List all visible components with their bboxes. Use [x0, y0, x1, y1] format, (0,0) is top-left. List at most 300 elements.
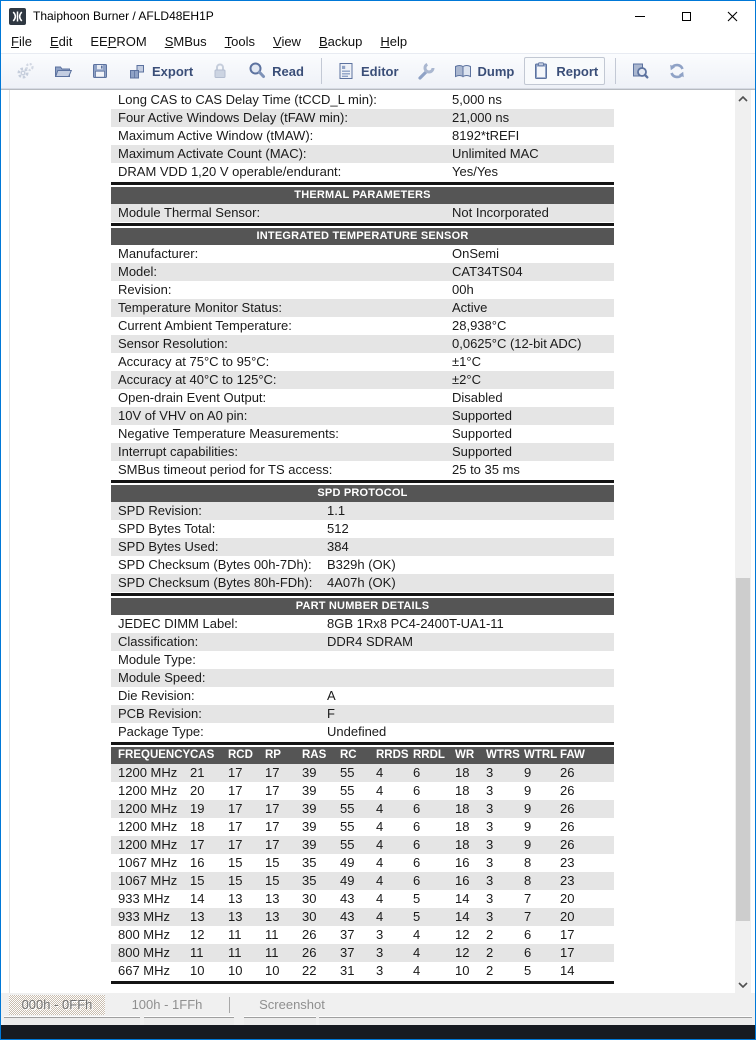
cell: 20	[560, 909, 575, 924]
window-title: Thaiphoon Burner / AFLD48EH1P	[33, 9, 214, 23]
section-header: THERMAL PARAMETERS	[111, 187, 614, 204]
row-value: 8192*tREFI	[452, 128, 520, 143]
menu-item-view[interactable]: View	[273, 34, 301, 49]
cell: 6	[413, 783, 421, 798]
report-row	[111, 163, 614, 181]
cell: 13	[228, 909, 243, 924]
window-controls	[617, 1, 755, 31]
save-floppy-icon	[90, 61, 110, 81]
search-page-icon	[630, 61, 650, 81]
cell: 17	[190, 837, 205, 852]
cell: 55	[340, 801, 355, 816]
vertical-scrollbar[interactable]	[735, 90, 751, 993]
cell: 4	[376, 783, 384, 798]
row-value: ±1°C	[452, 354, 481, 369]
cell: 12	[455, 927, 470, 942]
cell: 17	[228, 819, 243, 834]
row-value: Undefined	[327, 724, 387, 739]
cell: 14	[455, 891, 470, 906]
cell: 4	[413, 963, 421, 978]
minimize-icon	[635, 16, 645, 17]
column-header: RRDS	[376, 749, 409, 761]
cell: 20	[190, 783, 205, 798]
row-label: Interrupt capabilities:	[118, 444, 238, 459]
cell: 5	[524, 963, 532, 978]
row-label: Maximum Activate Count (MAC):	[118, 146, 307, 161]
row-value: 512	[327, 521, 349, 536]
cell: 15	[228, 873, 243, 888]
cell: 21	[190, 765, 205, 780]
cell: 39	[302, 783, 317, 798]
report-row	[111, 538, 614, 556]
cell: 4	[376, 801, 384, 816]
row-label: Temperature Monitor Status:	[118, 300, 283, 315]
cell: 11	[265, 927, 279, 942]
row-label: Four Active Windows Delay (tFAW min):	[118, 110, 348, 125]
cell: 4	[376, 819, 384, 834]
column-header: RC	[340, 749, 357, 761]
cell: 933 MHz	[118, 909, 171, 924]
cell: 3	[486, 909, 494, 924]
cell: 49	[340, 873, 355, 888]
cell: 3	[486, 819, 494, 834]
tab-separator	[229, 997, 230, 1013]
menu-item-edit[interactable]: Edit	[49, 34, 73, 49]
cell: 15	[190, 873, 205, 888]
row-label: Sensor Resolution:	[118, 336, 228, 351]
report-row	[111, 127, 614, 145]
column-header: WTRL	[524, 749, 558, 761]
export-button[interactable]	[120, 57, 200, 85]
lock-icon	[210, 61, 230, 81]
row-label: SPD Bytes Used:	[118, 539, 219, 554]
section-header: SPD PROTOCOL	[111, 485, 614, 502]
dump-button[interactable]	[446, 57, 522, 85]
status-panel	[244, 1017, 316, 1025]
cell: 4	[376, 837, 384, 852]
cell: 26	[560, 837, 575, 852]
cell: 4	[413, 927, 421, 942]
cell: 10	[265, 963, 280, 978]
report-row	[111, 651, 614, 669]
gears-icon	[16, 61, 36, 81]
cell: 6	[524, 927, 532, 942]
report-view-border	[9, 90, 10, 993]
cell: 16	[455, 855, 470, 870]
cell: 26	[302, 945, 317, 960]
maximize-icon	[682, 12, 691, 21]
cell: 4	[376, 765, 384, 780]
cell: 1200 MHz	[118, 819, 178, 834]
cell: 6	[524, 945, 532, 960]
cell: 7	[524, 909, 532, 924]
cell: 1200 MHz	[118, 801, 178, 816]
read-button[interactable]	[240, 57, 311, 85]
section-divider	[111, 223, 614, 226]
frequency-row	[111, 818, 614, 836]
report-row	[111, 109, 614, 127]
row-value: F	[327, 706, 335, 721]
report-clipboard-icon	[531, 61, 551, 81]
chevron-up-icon	[738, 96, 748, 102]
refresh-button[interactable]	[660, 57, 694, 85]
row-label: Long CAS to CAS Delay Time (tCCD_L min):	[118, 92, 377, 107]
report-label: Report	[556, 63, 599, 79]
open-file-button[interactable]	[46, 57, 80, 85]
cell: 933 MHz	[118, 891, 171, 906]
cell: 23	[560, 873, 575, 888]
row-value: Supported	[452, 426, 512, 441]
row-value: ±2°C	[452, 372, 481, 387]
frequency-row	[111, 962, 614, 980]
cell: 18	[455, 801, 470, 816]
report-button[interactable]	[524, 57, 605, 85]
cell: 6	[413, 765, 421, 780]
menu-bar	[1, 31, 755, 53]
cell: 1067 MHz	[118, 855, 178, 870]
menu-item-backup[interactable]: Backup	[318, 34, 363, 49]
row-value: 1.1	[327, 503, 346, 518]
row-value: A	[327, 688, 336, 703]
report-row	[111, 245, 614, 263]
cell: 20	[560, 891, 575, 906]
cell: 17	[265, 819, 280, 834]
report-row	[111, 705, 614, 723]
tab-000h-0ffh[interactable]: 000h - 0FFh	[9, 995, 105, 1015]
row-label: Accuracy at 75°C to 95°C:	[118, 354, 270, 369]
row-label: Maximum Active Window (tMAW):	[118, 128, 314, 143]
row-value: Supported	[452, 444, 512, 459]
scrollbar-thumb[interactable]	[736, 578, 750, 921]
status-panel	[4, 1017, 140, 1025]
cell: 3	[486, 873, 494, 888]
cell: 26	[302, 927, 317, 942]
cell: 6	[413, 819, 421, 834]
report-row	[111, 353, 614, 371]
row-label: Current Ambient Temperature:	[118, 318, 292, 333]
report-row	[111, 723, 614, 741]
frequency-row	[111, 944, 614, 962]
dump-label: Dump	[477, 63, 515, 79]
frequency-row	[111, 854, 614, 872]
cell: 1200 MHz	[118, 765, 178, 780]
report-row	[111, 425, 614, 443]
row-label: Die Revision:	[118, 688, 195, 703]
cell: 39	[302, 801, 317, 816]
cell: 26	[560, 765, 575, 780]
cell: 30	[302, 909, 317, 924]
row-label: Module Speed:	[118, 670, 206, 685]
report-row	[111, 145, 614, 163]
frequency-row	[111, 836, 614, 854]
cell: 10	[228, 963, 243, 978]
cell: 55	[340, 783, 355, 798]
row-label: Module Type:	[118, 652, 196, 667]
cell: 55	[340, 765, 355, 780]
frequency-table-header	[111, 747, 614, 764]
section-header: INTEGRATED TEMPERATURE SENSOR	[111, 228, 614, 245]
report-row	[111, 520, 614, 538]
cell: 14	[190, 891, 205, 906]
frequency-row	[111, 908, 614, 926]
menu-item-help[interactable]: Help	[380, 34, 408, 49]
cell: 9	[524, 765, 532, 780]
row-label: 10V of VHV on A0 pin:	[118, 408, 248, 423]
cell: 13	[190, 909, 205, 924]
cell: 17	[560, 945, 575, 960]
row-value: Unlimited MAC	[452, 146, 539, 161]
cell: 18	[455, 837, 470, 852]
cell: 3	[376, 945, 384, 960]
cell: 14	[455, 909, 470, 924]
cell: 7	[524, 891, 532, 906]
lock-button[interactable]	[203, 57, 237, 85]
cell: 2	[486, 963, 494, 978]
tab-screenshot[interactable]: Screenshot	[259, 997, 325, 1012]
cell: 55	[340, 837, 355, 852]
open-folder-icon	[53, 61, 73, 81]
cell: 3	[376, 963, 384, 978]
cell: 17	[228, 837, 243, 852]
cell: 3	[486, 837, 494, 852]
cell: 35	[302, 855, 317, 870]
cell: 9	[524, 819, 532, 834]
section-divider	[111, 593, 614, 596]
read-magnifier-icon	[247, 61, 267, 81]
cell: 14	[560, 963, 575, 978]
report-row	[111, 556, 614, 574]
row-label: Manufacturer:	[118, 246, 199, 261]
cell: 26	[560, 783, 575, 798]
row-value: Active	[452, 300, 488, 315]
row-value: Disabled	[452, 390, 503, 405]
section-divider	[111, 182, 614, 185]
cell: 4	[413, 945, 421, 960]
editor-button[interactable]	[329, 57, 406, 85]
cell: 13	[265, 909, 280, 924]
report-row	[111, 615, 614, 633]
cell: 17	[228, 783, 243, 798]
column-header: WR	[455, 749, 475, 761]
export-packages-icon	[127, 61, 147, 81]
scroll-down-button[interactable]	[735, 976, 751, 993]
cell: 17	[265, 783, 280, 798]
scroll-up-button[interactable]	[735, 90, 751, 107]
row-label: Accuracy at 40°C to 125°C:	[118, 372, 277, 387]
cell: 3	[376, 927, 384, 942]
cell: 43	[340, 891, 355, 906]
save-button[interactable]	[83, 57, 117, 85]
cell: 17	[265, 837, 280, 852]
bottom-dark-strip	[1, 1025, 755, 1040]
cell: 6	[413, 855, 421, 870]
frequency-row	[111, 782, 614, 800]
row-value: 21,000 ns	[452, 110, 510, 125]
editor-document-icon	[336, 61, 356, 81]
cell: 17	[560, 927, 575, 942]
report-row	[111, 461, 614, 479]
row-value: B329h (OK)	[327, 557, 396, 572]
row-value: 384	[327, 539, 349, 554]
row-label: JEDEC DIMM Label:	[118, 616, 238, 631]
report-row	[111, 443, 614, 461]
tab-100h-1ffh[interactable]: 100h - 1FFh	[131, 997, 203, 1012]
chevron-down-icon	[738, 982, 748, 988]
cell: 3	[486, 801, 494, 816]
column-header: CAS	[190, 749, 215, 761]
cell: 17	[228, 801, 243, 816]
editor-label: Editor	[360, 63, 399, 79]
tools-button[interactable]	[409, 57, 443, 85]
cell: 18	[455, 783, 470, 798]
report-row	[111, 335, 614, 353]
minimize-button[interactable]	[617, 1, 663, 31]
row-value: DDR4 SDRAM	[327, 634, 413, 649]
report-row	[111, 204, 614, 222]
cell: 11	[228, 945, 242, 960]
cell: 4	[376, 873, 384, 888]
report-row	[111, 407, 614, 425]
report-row	[111, 299, 614, 317]
cell: 3	[486, 783, 494, 798]
cell: 12	[190, 927, 205, 942]
row-label: SPD Revision:	[118, 503, 202, 518]
export-label: Export	[152, 63, 194, 79]
cell: 9	[524, 801, 532, 816]
cell: 39	[302, 837, 317, 852]
row-value: CAT34TS04	[452, 264, 523, 279]
cell: 10	[455, 963, 470, 978]
cell: 8	[524, 873, 532, 888]
frequency-row	[111, 764, 614, 782]
cell: 16	[190, 855, 205, 870]
cell: 55	[340, 819, 355, 834]
section-header: PART NUMBER DETAILS	[111, 598, 614, 615]
row-label: Revision:	[118, 282, 172, 297]
cell: 11	[228, 927, 242, 942]
row-label: Open-drain Event Output:	[118, 390, 267, 405]
cell: 49	[340, 855, 355, 870]
cell: 2	[486, 945, 494, 960]
cell: 39	[302, 819, 317, 834]
row-value: 28,938°C	[452, 318, 507, 333]
row-label: DRAM VDD 1,20 V operable/endurant:	[118, 164, 342, 179]
cell: 800 MHz	[118, 945, 171, 960]
report-body	[111, 91, 614, 986]
cell: 1067 MHz	[118, 873, 178, 888]
row-value: Supported	[452, 408, 512, 423]
cell: 18	[455, 819, 470, 834]
cell: 26	[560, 819, 575, 834]
cell: 9	[524, 837, 532, 852]
settings-button[interactable]	[9, 57, 43, 85]
report-row	[111, 633, 614, 651]
row-value: 00h	[452, 282, 474, 297]
report-row	[111, 317, 614, 335]
cell: 23	[560, 855, 575, 870]
report-row	[111, 502, 614, 520]
maximize-button[interactable]	[663, 1, 709, 31]
row-value: 25 to 35 ms	[452, 462, 520, 477]
column-header: RCD	[228, 749, 253, 761]
cell: 43	[340, 909, 355, 924]
menu-item-eeprom[interactable]: EEPROM	[90, 34, 147, 49]
cell: 12	[455, 945, 470, 960]
cell: 5	[413, 891, 421, 906]
report-row	[111, 687, 614, 705]
menu-item-file[interactable]: File	[11, 34, 32, 49]
row-label: SPD Bytes Total:	[118, 521, 216, 536]
cell: 17	[265, 765, 280, 780]
section-divider	[111, 981, 614, 984]
cell: 11	[265, 945, 279, 960]
row-label: SMBus timeout period for TS access:	[118, 462, 333, 477]
menu-item-smbus[interactable]: SMBus	[164, 34, 207, 49]
search-button[interactable]	[623, 57, 657, 85]
cell: 37	[340, 927, 355, 942]
row-label: Model:	[118, 264, 158, 279]
cell: 15	[265, 873, 280, 888]
row-label: PCB Revision:	[118, 706, 202, 721]
cell: 22	[302, 963, 317, 978]
column-header: RRDL	[413, 749, 445, 761]
cell: 5	[413, 909, 421, 924]
close-icon	[727, 11, 738, 22]
cell: 37	[340, 945, 355, 960]
column-header: RP	[265, 749, 281, 761]
cell: 35	[302, 873, 317, 888]
cell: 31	[340, 963, 355, 978]
tab-bar	[1, 993, 755, 1017]
cell: 19	[190, 801, 205, 816]
cell: 15	[228, 855, 243, 870]
section-divider	[111, 480, 614, 483]
cell: 6	[413, 801, 421, 816]
cell: 3	[486, 855, 494, 870]
section-divider	[111, 742, 614, 745]
column-header: WTRS	[486, 749, 520, 761]
cell: 18	[190, 819, 205, 834]
row-value: 8GB 1Rx8 PC4-2400T-UA1-11	[327, 616, 504, 631]
close-button[interactable]	[709, 1, 755, 31]
row-label: SPD Checksum (Bytes 00h-7Dh):	[118, 557, 312, 572]
refresh-icon	[667, 61, 687, 81]
cell: 1200 MHz	[118, 783, 178, 798]
menu-item-tools[interactable]: Tools	[224, 34, 255, 49]
cell: 18	[455, 765, 470, 780]
cell: 17	[228, 765, 243, 780]
report-row	[111, 281, 614, 299]
row-value: 5,000 ns	[452, 92, 502, 107]
cell: 10	[190, 963, 205, 978]
cell: 13	[228, 891, 243, 906]
cell: 17	[265, 801, 280, 816]
toolbar-separator	[321, 58, 322, 84]
app-icon	[9, 8, 26, 25]
row-label: Package Type:	[118, 724, 204, 739]
cell: 30	[302, 891, 317, 906]
cell: 667 MHz	[118, 963, 171, 978]
cell: 13	[265, 891, 280, 906]
cell: 3	[486, 891, 494, 906]
report-row	[111, 263, 614, 281]
row-value: 0,0625°C (12-bit ADC)	[452, 336, 582, 351]
row-label: Module Thermal Sensor:	[118, 205, 261, 220]
row-label: Classification:	[118, 634, 199, 649]
cell: 6	[413, 873, 421, 888]
row-value: OnSemi	[452, 246, 499, 261]
frequency-row	[111, 800, 614, 818]
